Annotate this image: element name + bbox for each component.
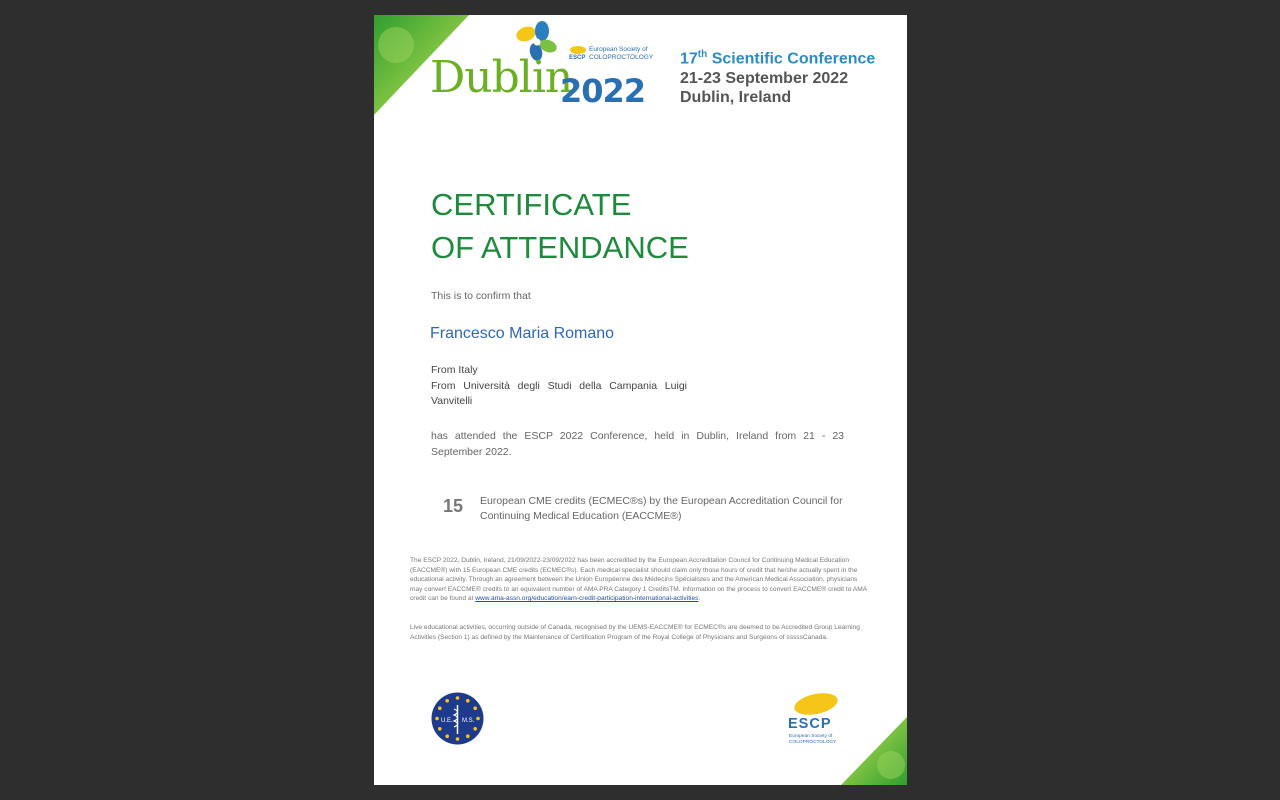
from-institution-cont: Vanvitelli	[431, 395, 473, 407]
attendee-name: Francesco Maria Romano	[430, 325, 615, 342]
uems-logo-icon	[431, 692, 484, 745]
from-country: From Italy	[431, 364, 478, 376]
conference-info	[680, 45, 875, 108]
svg-text:ESCP: ESCP	[569, 55, 586, 61]
dublin-2022-logo	[430, 20, 660, 112]
accreditation-fine-print: The ESCP 2022, Dublin, Ireland, 21/09/2022-23/09/2022 has been accredited by the European Accreditation Council for Continuing Medical Education (EACCME®) with 15 European CME credits (ECMEC®s). Each medical specialist should claim only those hours of credit that he/she actually spent in the educational activity. Through an agreement between the Union Européenne des Médecins Spécialistes and the American Medical Association, physicians may convert EACCME® credits to an equivalent number of AMA PRA Category 1 CreditsTM. Information on the process to convert EACCME® credit to AMA credit can be found at www.ama-assn.org/education/earn-credit-participation-international-activities.	[410, 557, 867, 603]
event-year: 2022	[560, 72, 646, 110]
attendee-origin	[431, 363, 687, 410]
conference-dates: 21-23 September 2022	[680, 69, 849, 87]
conference-location: Dublin, Ireland	[680, 89, 792, 107]
attendance-statement: has attended the ESCP 2022 Conference, held in Dublin, Ireland from 21 - 23 September 2022.	[431, 430, 844, 458]
confirm-text: This is to confirm that	[431, 290, 531, 302]
canada-fine-print: Live educational activities, occurring outside of Canada, recognised by the UEMS-EACCME® for ECMEC®s are deemed to be Accredited Group Learning Activities (Section 1) as defined by the Maintenance of Certification Program of the Royal College of Physicians and Surgeons of sssssCanada.	[410, 624, 860, 641]
uems-left-text: U.E.	[441, 718, 453, 724]
certificate-title: CERTIFICATE OF ATTENDANCE	[431, 187, 689, 265]
ama-link[interactable]: www.ama-assn.org/education/earn-credit-participation-international-activities	[475, 595, 699, 603]
escp-logo	[786, 692, 856, 752]
certificate-page	[374, 15, 907, 785]
credits-description: European CME credits (ECMEC®s) by the European Accreditation Council for Continuing Medical Education (EACCME®)	[480, 495, 843, 522]
escp-wordmark: ESCP	[788, 716, 832, 732]
escp-mini-logo-icon	[568, 45, 588, 61]
event-city-word: Dublin	[430, 52, 573, 103]
conference-edition: 17th Scientific Conference	[680, 49, 876, 68]
escp-sun-icon	[790, 692, 842, 718]
uems-right-text: M.S.	[462, 718, 475, 724]
escp-society-name: European Society of COLOPROCTOLOGY	[789, 734, 837, 745]
from-institution: From Università degli Studi della Campania Luigi	[431, 379, 687, 392]
credits-number: 15	[443, 496, 464, 516]
society-name-small: European Society of COLOPROCTOLOGY	[589, 46, 654, 61]
